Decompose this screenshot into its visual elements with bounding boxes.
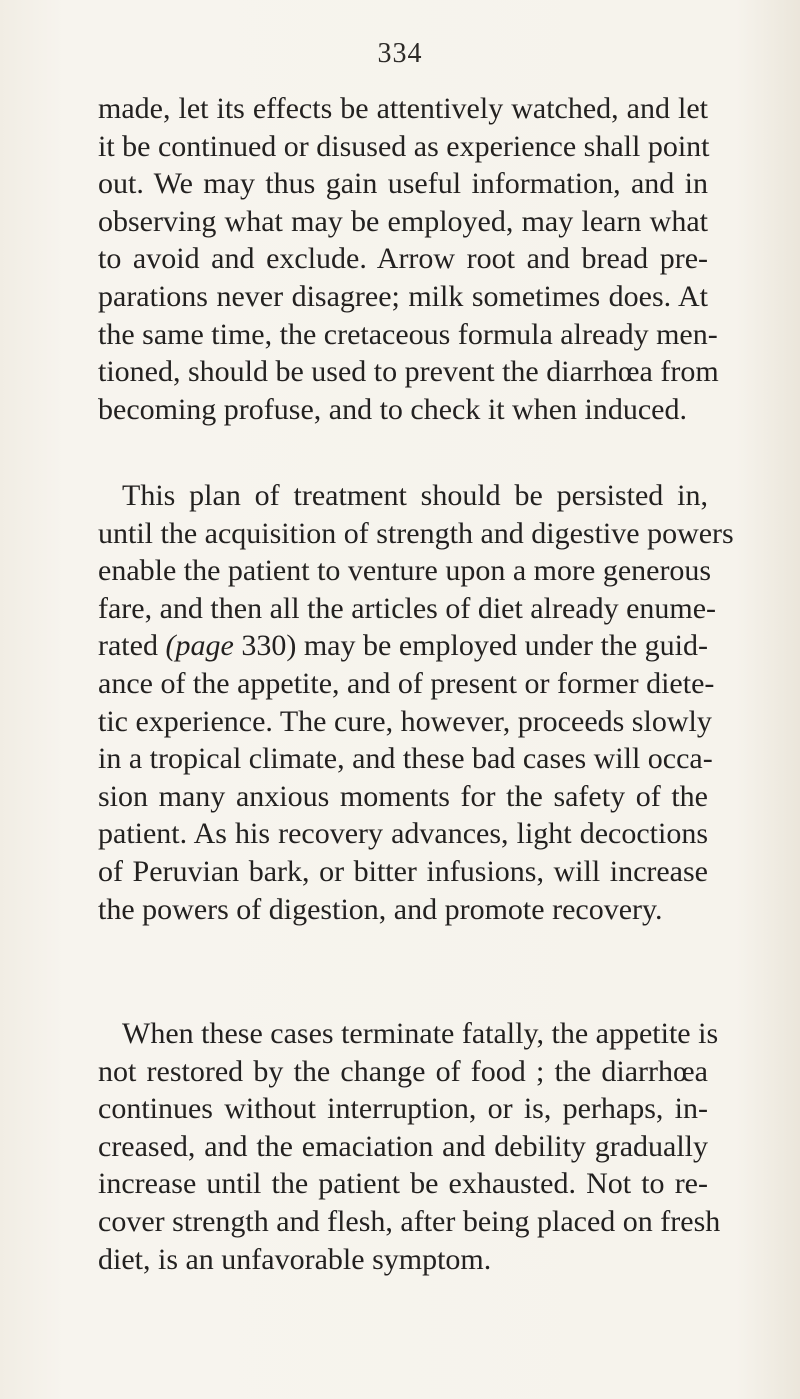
text-line: to avoid and exclude. Arrow root and bread pre- [98,242,708,276]
text-line: observing what may be employed, may learn what [98,204,708,238]
text-line: out. We may thus gain useful information, and in [98,167,708,201]
page-number: 334 [377,38,423,69]
text-line: ance of the appetite, and of present or former diete- [98,666,715,700]
text-line: When these cases terminate fatally, the appetite is [122,1017,719,1050]
text-line: patient. As his recovery advances, light decoctions [98,817,708,851]
text-line: This plan of treatment should be persisted in, [122,479,708,512]
text-line: the powers of digestion, and promote recovery. [98,892,663,926]
text-line: diet, is an unfavorable symptom. [98,1242,492,1276]
text-line: the same time, the cretaceous formula already men- [98,317,718,351]
text-line: made, let its effects be attentively watched, and let [98,92,708,125]
text-line-end: may be employed under the guid- [296,629,708,663]
text-line: increase until the patient be exhausted. Not to re- [98,1167,708,1201]
text-line: cover strength and flesh, after being placed on fresh [98,1204,721,1238]
paragraph-1 [98,90,719,428]
text-line: fare, and then all the articles of diet already enume- [98,591,717,625]
page-ref-number: 330) [241,629,297,663]
text-line: tioned, should be used to prevent the diarrhœa from [98,355,719,389]
text-line: becoming profuse, and to check it when induced. [98,392,687,426]
text-line: in a tropical climate, and these bad cases will occa- [98,742,713,776]
text-line: continues without interruption, or is, perhaps, in- [98,1092,708,1126]
text-line: until the acquisition of strength and digestive powers [98,516,734,550]
text-line: of Peruvian bark, or bitter infusions, will increase [98,854,708,888]
text-line: enable the patient to venture upon a more generous [98,554,712,588]
text-line: parations never disagree; milk sometimes does. At [98,279,708,313]
text-line-page-reference [98,627,708,665]
text-line: sion many anxious moments for the safety of the [98,779,708,813]
italic-page-ref: (page [165,629,234,663]
text-line-start: rated [98,629,166,663]
text-line: tic experience. The cure, however, proceeds slowly [98,704,712,738]
paragraph-3 [98,1015,721,1278]
text-line: creased, and the emaciation and debility gradually [98,1129,708,1163]
text-line: it be continued or disused as experience shall point [98,129,710,163]
paragraph-2 [98,477,734,928]
text-line: not restored by the change of food ; the diarrhœa [98,1054,708,1088]
